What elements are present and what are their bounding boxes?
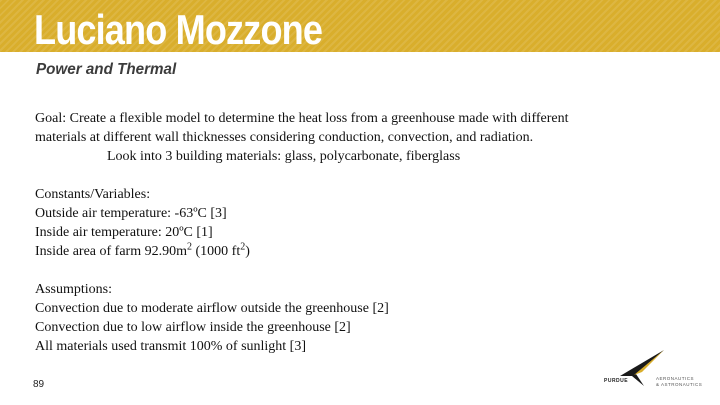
logo-wordmark: PURDUE: [604, 378, 629, 384]
slide-subtitle: Power and Thermal: [36, 61, 177, 78]
area-sup-1: 2: [187, 241, 192, 253]
slide-body: [35, 109, 685, 356]
constant-farm-area: [35, 242, 685, 261]
goal-line-3: Look into 3 building materials: glass, polycarbonate, fiberglass: [107, 149, 461, 164]
assumptions-heading: Assumptions:: [35, 282, 113, 297]
purdue-logo: [600, 348, 712, 394]
constants-heading: Constants/Variables:: [35, 187, 151, 202]
goal-line-2: materials at different wall thicknesses considering conduction, convection, and radiation.: [35, 130, 534, 145]
area-sup-2: 2: [240, 241, 246, 253]
constant-outside-temp: Outside air temperature: -63ºC [3]: [35, 206, 227, 221]
logo-subtext-2: & ASTRONAUTICS: [656, 382, 703, 387]
goal-line-1: Goal: Create a flexible model to determine the heat loss from a greenhouse made with different: [35, 111, 569, 126]
logo-subtext-1: AERONAUTICS: [656, 376, 695, 381]
assumption-1: Convection due to moderate airflow outside the greenhouse [2]: [35, 301, 389, 316]
area-mid: (1000 ft: [192, 244, 241, 259]
slide-title: Luciano Mozzone: [34, 6, 323, 53]
assumption-2: Convection due to low airflow inside the greenhouse [2]: [35, 320, 351, 335]
area-prefix: Inside area of farm 92.90m: [35, 244, 187, 259]
assumption-3: All materials used transmit 100% of sunlight [3]: [35, 339, 307, 354]
page-number: 89: [33, 379, 45, 390]
area-suffix: ): [245, 244, 250, 259]
constant-inside-temp: Inside air temperature: 20ºC [1]: [35, 225, 213, 240]
